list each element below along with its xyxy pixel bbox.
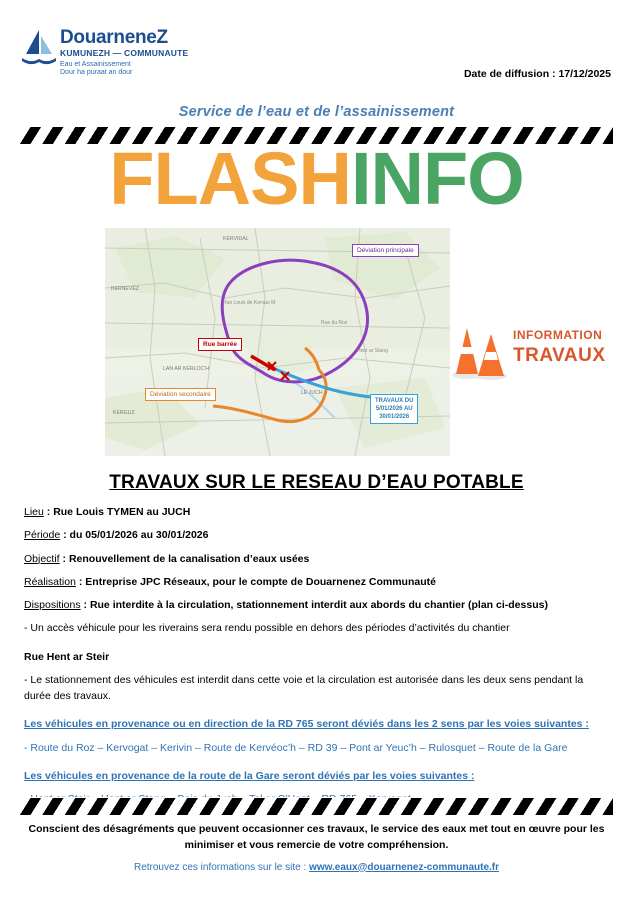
deviation-rd765-heading-line1: Les véhicules en provenance ou en direction de la RD 765 seront déviés dans les 2 sens par les [24,718,502,731]
field-objectif-value: : Renouvellement de la canalisation d’eaux usées [59,552,310,565]
svg-text:Hent ar Stang: Hent ar Stang [357,348,388,354]
travaux-date-line1: TRAVAUX DU [375,398,414,404]
svg-text:Rue Louis de Kervao M: Rue Louis de Kervao M [223,300,276,306]
logo-tagline-fr: Eau et Assainissement [60,60,131,68]
travaux-logo-line1: INFORMATION [513,328,603,342]
hazard-stripe-bottom [0,797,633,816]
field-objectif [24,551,609,567]
sub-text-hent-ar-steir: - Le stationnement des véhicules est interdit dans cette voie et la circulation est autorisée dans les deux sens pendant la durée des travaux. [24,673,584,703]
banner-flash-text: FLASH [109,137,351,220]
field-dispositions [24,597,609,613]
deviation-rd765-routes-line2: Route de la Gare [487,741,568,754]
document-footer [28,822,605,873]
field-realisation-value: : Entreprise JPC Réseaux, pour le compte de Douarnenez Communauté [75,575,436,588]
svg-text:KERNEVEZ: KERNEVEZ [111,286,139,292]
travaux-logo-line2: TRAVAUX [513,345,606,366]
deviation-rd765-heading [24,716,609,732]
website-link[interactable]: www.eaux@douarnenez-communaute.fr [309,861,500,873]
field-objectif-label: Objectif [24,552,60,565]
document-body [24,504,609,814]
travaux-date-line2: 5/01/2026 AU [375,406,413,413]
logo [22,28,192,78]
field-realisation [24,574,609,590]
footer-message-line1: Conscient des désagréments que peuvent occasionner ces travaux, le service des eaux met tout en [28,823,526,835]
footer-message-line2: œuvre pour les minimiser et vous remercie de votre compréhension. [184,823,605,851]
bullet-acces-vehicule: - Un accès véhicule pour les riverains sera rendu possible en dehors des périodes d’activités du chantier [24,622,510,635]
deviation-rd765-routes-line1: - Route du Roz – Kervogat – Kerivin – Route de Kervéoc’h – RD 39 – Pont ar Yeuc’h – Rulosquet – [24,741,485,754]
map-label-rue-barree: Rue barrée [198,338,242,351]
field-lieu-value: : Rue Louis TYMEN au JUCH [43,506,191,518]
field-periode-value: : du 05/01/2026 au 30/01/2026 [60,529,209,542]
logo-tagline [60,61,188,79]
map-label-deviation-secondaire: Déviation secondaire [145,388,216,401]
field-dispositions-label: Dispositions [24,599,81,612]
map-label-deviation-principale: Déviation principale [352,244,419,257]
sub-head-hent-ar-steir: Rue Hent ar Steir [24,650,110,663]
logo-name: DouarneneZ [60,27,168,48]
field-dispositions-value: : Rue interdite à la circulation, stationnement interdit aux abords du chantier (plan ci-dessus) [80,599,548,612]
logo-subtitle: KUMUNEZH — COMMUNAUTE [60,48,189,58]
service-title: Service de l’eau et de l’assainissement [178,104,455,120]
information-travaux-logo [451,320,611,382]
field-lieu [24,504,609,520]
document-header [0,0,633,100]
banner-info-text: INFO [350,137,524,220]
svg-text:LE JUCH: LE JUCH [301,390,323,396]
map-area [0,228,633,458]
field-lieu-label: Lieu [24,506,44,518]
diffusion-date: Date de diffusion : 17/12/2025 [463,68,611,80]
field-periode-label: Période [24,529,61,542]
deviation-gare-heading: Les véhicules en provenance de la route de la Gare seront déviés par les voies suivantes : [24,769,475,782]
svg-text:KERVIDAL: KERVIDAL [223,236,249,242]
detour-map [105,228,450,456]
flash-info-banner [0,137,633,220]
svg-text:Rue du Roz: Rue du Roz [321,320,348,326]
page-title: TRAVAUX SUR LE RESEAU D’EAU POTABLE [109,472,524,493]
svg-text:KERGUZ: KERGUZ [113,410,135,416]
footer-link-prefix: Retrouvez ces informations sur le site : [133,861,310,873]
footer-website-line [28,862,605,873]
travaux-date-line3: 30/01/2026 [379,414,410,421]
deviation-rd765-heading-line2: voies suivantes : [504,718,589,731]
field-realisation-label: Réalisation [24,575,76,588]
footer-message [28,822,605,854]
deviation-rd765-routes [24,740,609,756]
map-label-travaux-dates [370,394,418,424]
svg-text:LAN AR KERLOC'H: LAN AR KERLOC'H [163,366,209,372]
field-periode [24,527,609,543]
traffic-cone-icon [451,320,511,382]
sail-boat-logo-icon [22,28,56,68]
logo-tagline-br: Dour ha puraat an dour [60,69,133,77]
